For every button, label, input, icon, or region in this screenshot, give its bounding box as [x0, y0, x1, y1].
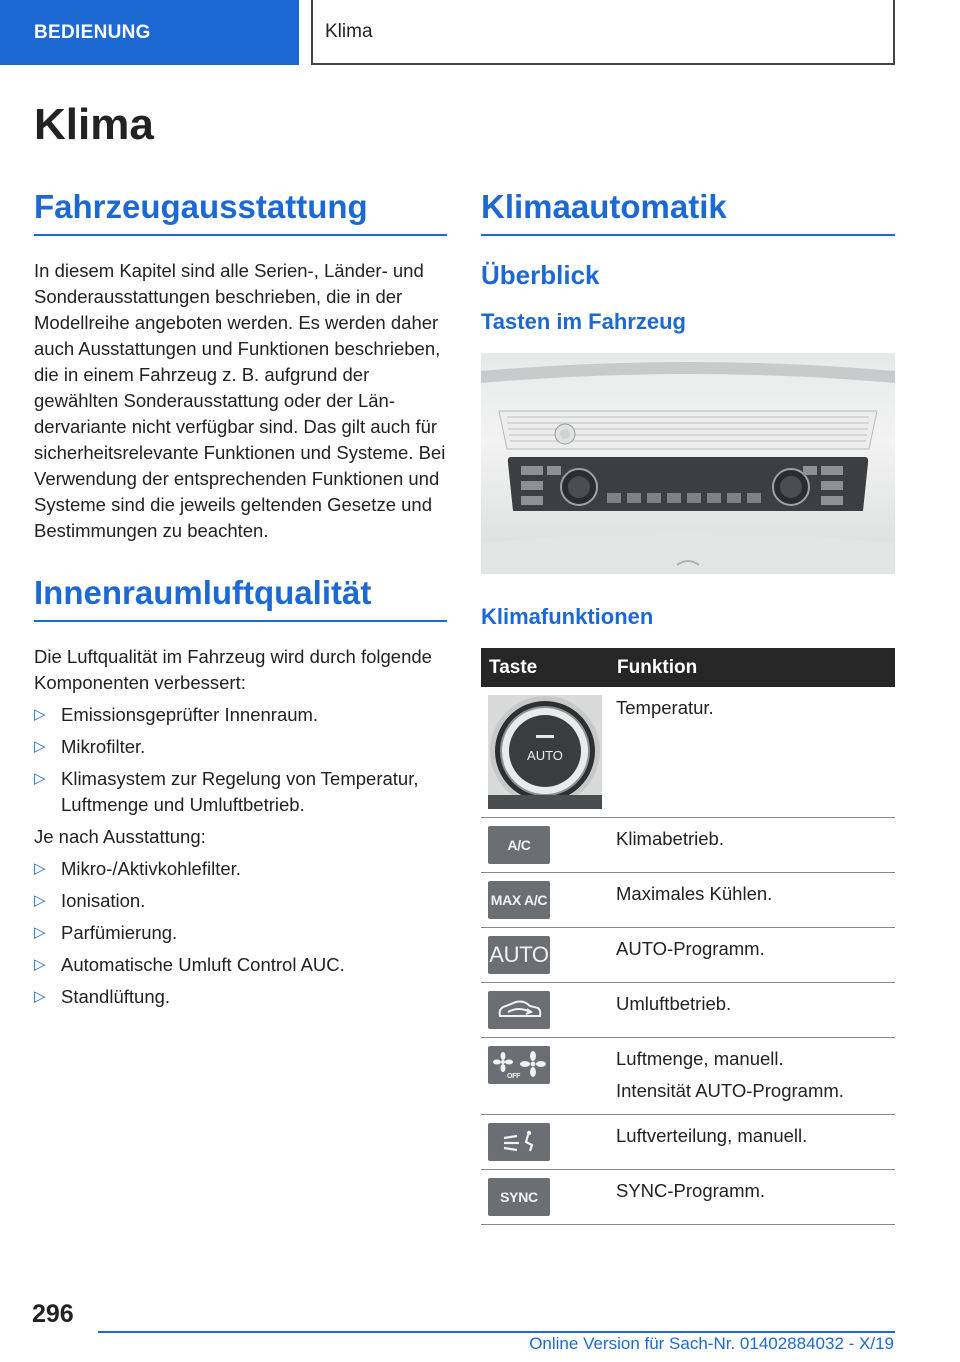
list-item: ▷ Parfümierung.	[34, 920, 447, 946]
table-row	[481, 983, 895, 1038]
paragraph-je-nach-ausstattung: Je nach Ausstattung:	[34, 826, 206, 847]
heading-tasten-im-fahrzeug: Tasten im Fahrzeug	[481, 309, 686, 334]
page-number: 296	[32, 1300, 74, 1328]
page-title: Klima	[34, 100, 154, 149]
heading-klimaautomatik: Klimaautomatik	[481, 188, 895, 236]
list-item: ▷ Mikrofilter.	[34, 734, 447, 760]
section-tab	[0, 0, 299, 65]
heading-klimafunktionen: Klimafunktionen	[481, 604, 654, 629]
section-innenraumluftqualitaet	[34, 574, 447, 1010]
control-panel-illustration	[481, 353, 895, 574]
ac-button-icon: A/C	[488, 826, 550, 864]
chapter-tab	[311, 0, 895, 65]
section-label: BEDIENUNG	[34, 21, 151, 43]
list-item: ▷ Mikro-/Aktivkohlefilter.	[34, 856, 447, 882]
fan-button-icon	[488, 1046, 550, 1084]
knob-label: AUTO	[527, 748, 563, 763]
table-row	[481, 1038, 895, 1115]
air-distribution-button-icon	[488, 1123, 550, 1161]
table-row	[481, 1170, 895, 1225]
control-panel-photo	[481, 353, 895, 574]
function-maximales-kuehlen: Maximales Kühlen.	[616, 883, 773, 904]
sync-button-icon: SYNC	[488, 1178, 550, 1216]
footer-version-text: Online Version für Sach-Nr. 01402884032 - X/19	[529, 1334, 894, 1353]
recirculation-button-icon	[488, 991, 550, 1029]
left-column	[34, 188, 447, 1016]
auto-button-icon: AUTO	[488, 936, 550, 974]
triangle-bullet-icon: ▷	[34, 892, 46, 909]
list-item: ▷ Standlüftung.	[34, 984, 447, 1010]
table-row	[481, 818, 895, 873]
table-row	[481, 873, 895, 928]
max-ac-button-icon: MAX A/C	[488, 881, 550, 919]
function-luftmenge: Luftmenge, manuell.	[616, 1048, 784, 1069]
list-optional	[34, 856, 447, 1010]
chapter-label: Klima	[325, 20, 373, 42]
right-column	[481, 188, 895, 1225]
function-intensitaet: Intensität AUTO-Programm.	[616, 1080, 844, 1101]
table-row	[481, 1115, 895, 1170]
triangle-bullet-icon: ▷	[34, 924, 46, 941]
triangle-bullet-icon: ▷	[34, 770, 46, 787]
temperature-knob-icon	[488, 695, 602, 809]
function-klimabetrieb: Klimabetrieb.	[616, 828, 724, 849]
function-auto-programm: AUTO-Programm.	[616, 938, 765, 959]
list-item: ▷ Automatische Umluft Control AUC.	[34, 952, 447, 978]
triangle-bullet-icon: ▷	[34, 988, 46, 1005]
climate-functions-table	[481, 648, 895, 1225]
triangle-bullet-icon: ▷	[34, 860, 46, 877]
list-item: ▷ Klimasystem zur Regelung von Temperatur, Luftmenge und Umluftbetrieb.	[34, 768, 419, 815]
heading-fahrzeugausstattung: Fahrzeugausstattung	[34, 188, 447, 236]
table-row	[481, 687, 895, 818]
heading-innenraumluftqualitaet: Innenraumluftqualität	[34, 574, 447, 622]
paragraph-luftqualitaet: Die Luftqualität im Fahrzeug wird durch folgende Komponenten verbessert:	[34, 646, 432, 693]
function-luftverteilung: Luftverteilung, manuell.	[616, 1125, 808, 1146]
function-sync-programm: SYNC-Programm.	[616, 1180, 766, 1201]
triangle-bullet-icon: ▷	[34, 738, 46, 755]
heading-ueberblick: Überblick	[481, 260, 600, 290]
paragraph-fahrzeugausstattung: In diesem Kapitel sind alle Serien-, Länder- und Sonderausstattungen beschrieben, die in der Modellreihe angeboten werden. Es werden daher auch Ausstattungen und Funktionen beschrieben, die in einem Fahrzeug z. B. aufgrund der gewählten Sonderausstattung oder der Ländervariante nicht verfügbar sind. Das gilt auch für sicherheitsrelevante Funktionen und Systeme. Bei Verwendung der entsprechenden Funktionen und Systeme sind die jeweils geltenden Gesetze und Bestimmungen zu beachten.	[34, 260, 446, 541]
column-header-taste: Taste	[481, 648, 609, 687]
footer-rule	[98, 1331, 895, 1333]
section-fahrzeugausstattung	[34, 188, 447, 544]
list-components	[34, 702, 447, 818]
triangle-bullet-icon: ▷	[34, 956, 46, 973]
function-temperatur: Temperatur.	[616, 697, 714, 718]
list-item: ▷ Emissionsgeprüfter Innenraum.	[34, 702, 447, 728]
table-row	[481, 928, 895, 983]
column-header-funktion: Funktion	[609, 648, 895, 687]
triangle-bullet-icon: ▷	[34, 706, 46, 723]
list-item: ▷ Ionisation.	[34, 888, 447, 914]
table-header-row	[481, 648, 895, 687]
function-umluftbetrieb: Umluftbetrieb.	[616, 993, 732, 1014]
fan-off-label: OFF	[507, 1073, 521, 1080]
